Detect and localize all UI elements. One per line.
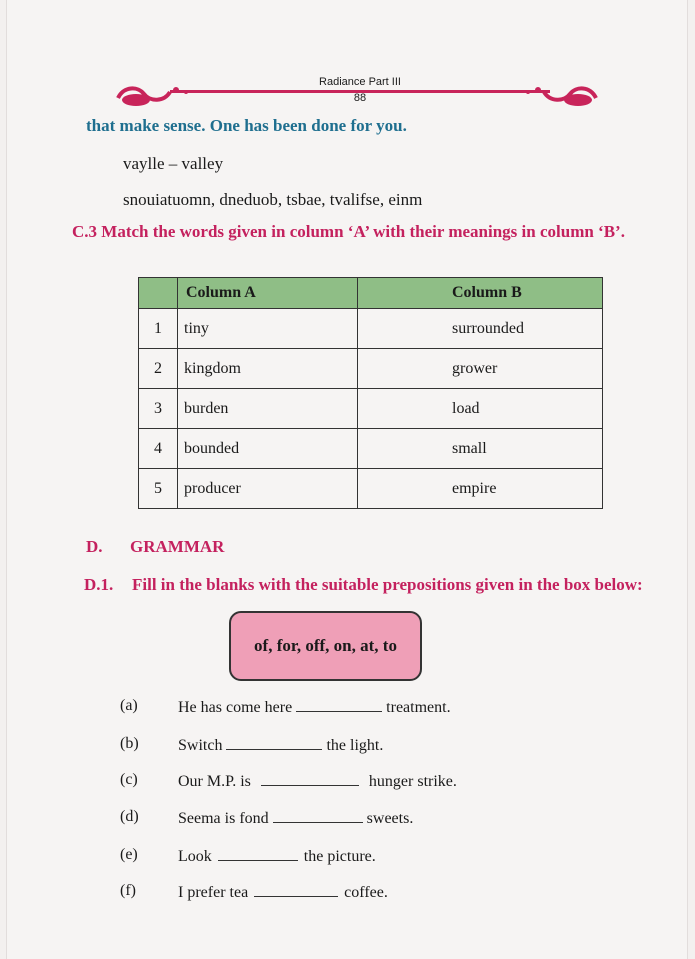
column-b-cell: surrounded bbox=[358, 309, 603, 349]
question-item bbox=[120, 846, 620, 870]
question-text-before: He has come here bbox=[178, 699, 293, 716]
row-number: 2 bbox=[139, 349, 178, 389]
question-text-before: Look bbox=[178, 848, 212, 865]
question-label: (f) bbox=[120, 882, 136, 899]
question-label: (e) bbox=[120, 846, 138, 863]
question-text-before: Switch bbox=[178, 737, 223, 754]
column-b-cell: grower bbox=[358, 349, 603, 389]
d1-instruction bbox=[84, 573, 669, 597]
question-text-after: hunger strike. bbox=[368, 773, 457, 790]
column-b-cell: empire bbox=[358, 469, 603, 509]
column-a-cell: kingdom bbox=[178, 349, 358, 389]
right-ornament-icon bbox=[520, 80, 600, 108]
row-number: 5 bbox=[139, 469, 178, 509]
question-text-before: I prefer tea bbox=[178, 884, 249, 901]
answer-blank[interactable] bbox=[254, 882, 338, 897]
column-a-cell: tiny bbox=[178, 309, 358, 349]
question-text-after: the picture. bbox=[303, 848, 376, 865]
c3-heading: C.3 Match the words given in column ‘A’ with their meanings in column ‘B’. bbox=[72, 222, 625, 241]
question-item bbox=[120, 735, 620, 759]
question-text-after: the light. bbox=[326, 737, 384, 754]
left-ornament-icon bbox=[114, 80, 194, 108]
section-d-label: D. bbox=[86, 537, 103, 556]
row-number: 4 bbox=[139, 429, 178, 469]
table-row bbox=[139, 349, 603, 389]
table-header-row bbox=[139, 278, 603, 309]
running-header-title: Radiance Part III bbox=[319, 76, 401, 88]
question-text-before: Our M.P. is bbox=[178, 773, 251, 790]
answer-blank[interactable] bbox=[226, 735, 322, 750]
column-a-cell: bounded bbox=[178, 429, 358, 469]
table-header-num bbox=[139, 278, 178, 309]
jumbled-words: snouiatuomn, dneduob, tsbae, tvalifse, einm bbox=[123, 190, 423, 209]
column-a-cell: burden bbox=[178, 389, 358, 429]
table-row bbox=[139, 309, 603, 349]
row-number: 1 bbox=[139, 309, 178, 349]
question-label: (a) bbox=[120, 697, 138, 714]
column-b-cell: load bbox=[358, 389, 603, 429]
table-row bbox=[139, 469, 603, 509]
answer-blank[interactable] bbox=[218, 846, 298, 861]
question-text-after: sweets. bbox=[366, 810, 414, 827]
column-a-cell: producer bbox=[178, 469, 358, 509]
preposition-box: of, for, off, on, at, to bbox=[229, 611, 422, 681]
question-text-after: treatment. bbox=[386, 699, 451, 716]
question-item bbox=[120, 697, 620, 721]
question-item bbox=[120, 771, 620, 795]
exercise-instruction: that make sense. One has been done for you. bbox=[86, 116, 407, 135]
question-item bbox=[120, 808, 620, 832]
answer-blank[interactable] bbox=[261, 771, 359, 786]
question-text-after: coffee. bbox=[344, 884, 388, 901]
page-number: 88 bbox=[353, 92, 367, 104]
match-table bbox=[138, 277, 603, 509]
example-answer: vaylle – valley bbox=[123, 154, 224, 173]
question-item bbox=[120, 882, 620, 906]
row-number: 3 bbox=[139, 389, 178, 429]
column-b-cell: small bbox=[358, 429, 603, 469]
question-label: (c) bbox=[120, 771, 138, 788]
question-text-before: Seema is fond bbox=[178, 810, 269, 827]
table-row bbox=[139, 429, 603, 469]
answer-blank[interactable] bbox=[296, 697, 382, 712]
table-row bbox=[139, 389, 603, 429]
d1-number: D.1. bbox=[84, 575, 114, 594]
question-label: (b) bbox=[120, 735, 139, 752]
d1-text: Fill in the blanks with the suitable prepositions given in the box below: bbox=[132, 575, 643, 594]
table-header-column-a: Column A bbox=[178, 278, 358, 309]
answer-blank[interactable] bbox=[273, 808, 363, 823]
section-d-title: GRAMMAR bbox=[130, 537, 225, 556]
table-header-column-b: Column B bbox=[358, 278, 603, 309]
question-label: (d) bbox=[120, 808, 139, 825]
